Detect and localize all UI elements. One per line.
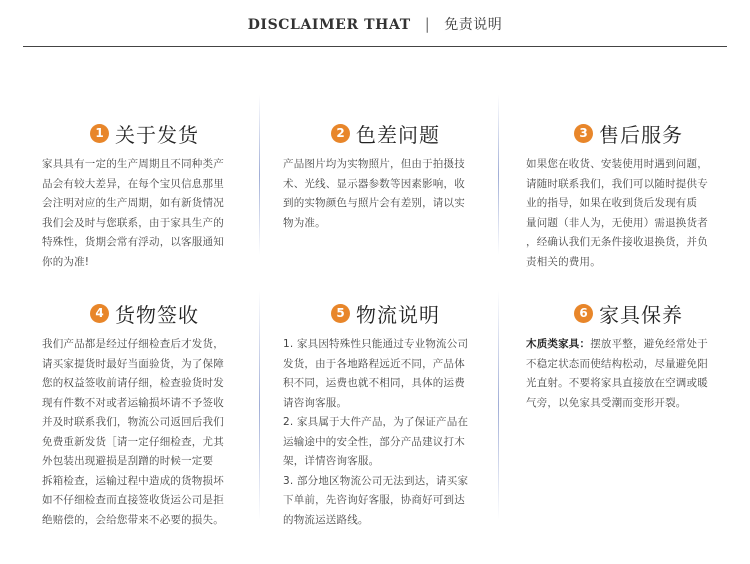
number-badge: 1 xyxy=(90,124,109,143)
text-line: 物为准。 xyxy=(283,216,326,229)
header-title-en: DISCLAIMER THAT xyxy=(247,17,411,33)
text-line: 你的为准! xyxy=(42,255,90,268)
card-heading xyxy=(526,117,731,149)
text-line: 量问题（非人为，无使用）需退换货者 xyxy=(526,216,708,229)
text-line: 家具具有一定的生产周期且不同种类产 xyxy=(42,158,224,170)
card-receipt xyxy=(42,297,247,530)
text-line: 1. 家具因特殊性只能通过专业物流公司 xyxy=(283,338,469,350)
text-line: 会注明对应的生产周期，如有新货情况 xyxy=(42,197,224,209)
header-underline xyxy=(23,46,727,47)
text-line: 不稳定状态而使结构松动，尽量避免阳 xyxy=(526,357,708,370)
text-line: 业的指导，如果在收到货后发现有质 xyxy=(526,197,698,209)
text-line: 外包装出现避损是刮蹭的时候一定要 xyxy=(42,455,214,467)
text-line: 请随时联系我们，我们可以随时提供专 xyxy=(526,177,708,190)
number-badge: 3 xyxy=(574,124,593,143)
text-line: 现有件数不对或者运输损坏请不予签收 xyxy=(42,396,224,409)
text-line: 如不仔细检查而直接签收货运公司是拒 xyxy=(42,494,224,506)
column-divider xyxy=(259,290,260,520)
text-line xyxy=(526,335,731,355)
card-title: 售后服务 xyxy=(599,122,683,147)
text-line: 的物流运送路线。 xyxy=(283,513,369,526)
card-heading xyxy=(283,297,488,329)
text-line: 特殊性，货期会常有浮动，以客服通知 xyxy=(42,236,224,248)
text-line: 免费重新发货［请一定仔细检查，尤其 xyxy=(42,435,224,448)
card-title: 家具保养 xyxy=(599,302,683,327)
card-text xyxy=(42,335,247,530)
column-divider xyxy=(498,290,499,520)
card-heading xyxy=(42,297,247,329)
column-divider xyxy=(498,95,499,255)
text-line: 请咨询客服。 xyxy=(283,396,348,409)
text-line: 如果您在收货、安装使用时遇到问题， xyxy=(526,158,708,170)
card-text xyxy=(42,155,247,272)
header-title xyxy=(0,14,750,34)
text-line: 运输途中的安全性，部分产品建议打木 xyxy=(283,435,465,448)
card-title: 色差问题 xyxy=(356,122,440,147)
text-line: 气旁，以免家具受潮而变形开裂。 xyxy=(526,396,687,409)
card-heading xyxy=(526,297,731,329)
text-line: 到的实物颜色与照片会有差别，请以实 xyxy=(283,197,465,209)
text-line: ，经确认我们无条件接收退换货，并负 xyxy=(526,236,708,248)
card-title: 物流说明 xyxy=(356,302,440,327)
page-header xyxy=(0,0,750,48)
text-line: 积不同，运费也就不相同，具体的运费 xyxy=(283,377,465,389)
text-line: 2. 家具属于大件产品，为了保证产品在 xyxy=(283,416,469,428)
number-badge: 6 xyxy=(574,304,593,323)
text-line: 绝赔偿的，会给您带来不必要的损失。 xyxy=(42,513,224,526)
text-line: 责相关的费用。 xyxy=(526,255,601,268)
text-line: 3. 部分地区物流公司无法到达，请买家 xyxy=(283,474,469,487)
text-line: 拆箱检查，运输过程中造成的货物损坏 xyxy=(42,474,224,487)
text-line: 发货，由于各地路程远近不同，产品体 xyxy=(283,357,465,370)
text-line: 请买家提货时最好当面验货，为了保障 xyxy=(42,357,224,370)
lead-label: 木质类家具： xyxy=(526,338,591,350)
card-text xyxy=(283,155,488,233)
number-badge: 2 xyxy=(331,124,350,143)
card-color-difference xyxy=(283,117,488,233)
card-maintenance xyxy=(526,297,731,413)
text-line: 我们产品都是经过仔细检查后才发货， xyxy=(42,338,224,350)
card-heading xyxy=(42,117,247,149)
text-line: 架，详情咨询客服。 xyxy=(283,455,380,467)
card-text xyxy=(283,335,488,530)
card-title: 货物签收 xyxy=(115,302,199,327)
text-line: 产品图片均为实物照片，但由于拍摄技 xyxy=(283,158,465,170)
header-separator: | xyxy=(424,15,431,33)
text-line: 光直射。不要将家具直接放在空调或暖 xyxy=(526,377,708,389)
text-line: 并及时联系我们，物流公司返回后我们 xyxy=(42,416,224,428)
number-badge: 5 xyxy=(331,304,350,323)
card-title: 关于发货 xyxy=(115,122,199,147)
text-line: 术、光线、显示器参数等因素影响，收 xyxy=(283,177,465,190)
text-fragment: 摆放平整，避免经常处于 xyxy=(590,338,708,350)
number-badge: 4 xyxy=(90,304,109,323)
text-line: 下单前，先咨询好客服，协商好可到达 xyxy=(283,494,465,506)
text-line: 品会有较大差异，在每个宝贝信息那里 xyxy=(42,177,224,190)
header-title-cn: 免责说明 xyxy=(444,17,503,33)
card-shipping xyxy=(42,117,247,272)
card-logistics xyxy=(283,297,488,530)
card-heading xyxy=(283,117,488,149)
card-after-sales xyxy=(526,117,731,272)
text-line: 您的权益签收前请仔细，检查验货时发 xyxy=(42,377,224,389)
card-text xyxy=(526,155,731,272)
column-divider xyxy=(259,95,260,255)
text-line: 我们会及时与您联系，由于家具生产的 xyxy=(42,216,224,229)
card-text xyxy=(526,335,731,413)
